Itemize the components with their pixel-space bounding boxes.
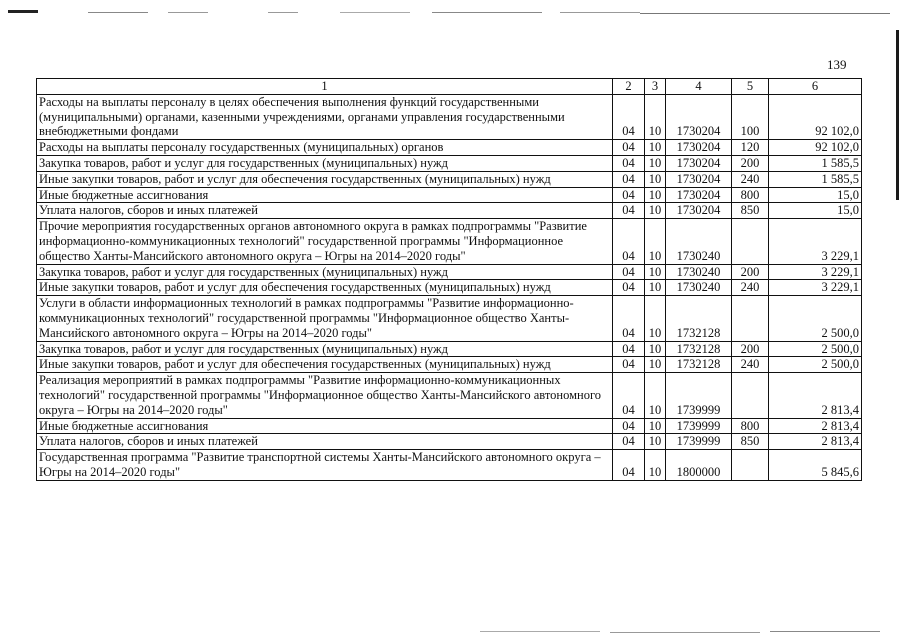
row-amount: 1 585,5 (769, 171, 862, 187)
row-subsection: 10 (645, 187, 666, 203)
row-target-code: 1730240 (666, 264, 732, 280)
row-target-code: 1800000 (666, 450, 732, 481)
row-name: Иные бюджетные ассигнования (37, 187, 613, 203)
row-expense-type: 800 (732, 187, 769, 203)
table-row (37, 203, 862, 219)
row-name: Государственная программа "Развитие транспортной системы Ханты-Мансийского автономного округа – Югры на 2014–2020 годы" (37, 450, 613, 481)
row-section: 04 (613, 418, 645, 434)
row-section: 04 (613, 155, 645, 171)
row-name: Прочие мероприятия государственных органов автономного округа в рамках подпрограммы "Развитие информационно-коммуникационных технологий" государственной программы "Информационное общество Ханты-Мансийского автономного округа – Югры на 2014–2020 годы" (37, 219, 613, 264)
row-expense-type: 850 (732, 203, 769, 219)
row-target-code: 1730204 (666, 155, 732, 171)
scan-noise-top (0, 4, 905, 18)
row-target-code: 1739999 (666, 373, 732, 418)
row-section: 04 (613, 280, 645, 296)
row-expense-type: 240 (732, 280, 769, 296)
row-subsection: 10 (645, 140, 666, 156)
row-expense-type: 850 (732, 434, 769, 450)
row-subsection: 10 (645, 434, 666, 450)
table-header-row (37, 79, 862, 95)
row-target-code: 1730204 (666, 94, 732, 139)
row-amount: 15,0 (769, 203, 862, 219)
row-target-code: 1732128 (666, 357, 732, 373)
row-subsection: 10 (645, 357, 666, 373)
table-row (37, 434, 862, 450)
row-amount: 2 500,0 (769, 296, 862, 341)
row-amount: 5 845,6 (769, 450, 862, 481)
row-subsection: 10 (645, 341, 666, 357)
header-col-4: 4 (666, 79, 732, 95)
scan-page-edge (896, 30, 899, 200)
row-subsection: 10 (645, 418, 666, 434)
table-row (37, 171, 862, 187)
row-target-code: 1730240 (666, 219, 732, 264)
table-row (37, 219, 862, 264)
header-col-3: 3 (645, 79, 666, 95)
table-row (37, 187, 862, 203)
row-section: 04 (613, 203, 645, 219)
row-amount: 2 813,4 (769, 373, 862, 418)
row-name: Иные закупки товаров, работ и услуг для обеспечения государственных (муниципальных) нужд (37, 171, 613, 187)
table-row (37, 341, 862, 357)
row-expense-type: 200 (732, 264, 769, 280)
row-subsection: 10 (645, 94, 666, 139)
row-target-code: 1730204 (666, 140, 732, 156)
table-row (37, 450, 862, 481)
row-target-code: 1730204 (666, 171, 732, 187)
row-subsection: 10 (645, 171, 666, 187)
row-name: Реализация мероприятий в рамках подпрограммы "Развитие информационно-коммуникационных технологий" государственной программы "Информационное общество Ханты-Мансийского автономного округа – Югры на 2014–2020 годы" (37, 373, 613, 418)
header-col-2: 2 (613, 79, 645, 95)
row-name: Расходы на выплаты персоналу в целях обеспечения выполнения функций государственными (муниципальными) органами, казенными учреждениями, органами управления государственными внебюджетными фондами (37, 94, 613, 139)
row-name: Иные закупки товаров, работ и услуг для обеспечения государственных (муниципальных) нужд (37, 357, 613, 373)
row-name: Закупка товаров, работ и услуг для государственных (муниципальных) нужд (37, 155, 613, 171)
table-row (37, 418, 862, 434)
row-subsection: 10 (645, 203, 666, 219)
row-name: Закупка товаров, работ и услуг для государственных (муниципальных) нужд (37, 264, 613, 280)
row-amount: 3 229,1 (769, 264, 862, 280)
row-amount: 2 500,0 (769, 357, 862, 373)
header-col-5: 5 (732, 79, 769, 95)
row-section: 04 (613, 357, 645, 373)
row-expense-type: 120 (732, 140, 769, 156)
row-target-code: 1730204 (666, 203, 732, 219)
header-col-6: 6 (769, 79, 862, 95)
row-section: 04 (613, 373, 645, 418)
row-expense-type (732, 373, 769, 418)
row-amount: 15,0 (769, 187, 862, 203)
row-target-code: 1732128 (666, 341, 732, 357)
table-row (37, 280, 862, 296)
row-target-code: 1739999 (666, 418, 732, 434)
table-row (37, 264, 862, 280)
row-section: 04 (613, 264, 645, 280)
row-amount: 92 102,0 (769, 94, 862, 139)
row-subsection: 10 (645, 450, 666, 481)
row-section: 04 (613, 140, 645, 156)
row-amount: 92 102,0 (769, 140, 862, 156)
row-expense-type (732, 219, 769, 264)
row-subsection: 10 (645, 296, 666, 341)
row-subsection: 10 (645, 264, 666, 280)
row-subsection: 10 (645, 373, 666, 418)
row-name: Иные бюджетные ассигнования (37, 418, 613, 434)
row-subsection: 10 (645, 280, 666, 296)
row-section: 04 (613, 341, 645, 357)
table-row (37, 296, 862, 341)
table-row (37, 94, 862, 139)
row-name: Закупка товаров, работ и услуг для государственных (муниципальных) нужд (37, 341, 613, 357)
row-amount: 1 585,5 (769, 155, 862, 171)
table-row (37, 140, 862, 156)
row-expense-type (732, 296, 769, 341)
row-amount: 2 500,0 (769, 341, 862, 357)
row-amount: 3 229,1 (769, 280, 862, 296)
row-expense-type: 100 (732, 94, 769, 139)
row-expense-type: 800 (732, 418, 769, 434)
budget-table (36, 78, 862, 481)
row-section: 04 (613, 450, 645, 481)
row-expense-type: 200 (732, 155, 769, 171)
row-expense-type: 200 (732, 341, 769, 357)
page-number: 139 (827, 57, 847, 72)
row-subsection: 10 (645, 155, 666, 171)
row-section: 04 (613, 94, 645, 139)
row-name: Расходы на выплаты персоналу государственных (муниципальных) органов (37, 140, 613, 156)
row-section: 04 (613, 296, 645, 341)
header-col-1: 1 (37, 79, 613, 95)
table-row (37, 373, 862, 418)
row-name: Уплата налогов, сборов и иных платежей (37, 203, 613, 219)
row-expense-type (732, 450, 769, 481)
row-name: Уплата налогов, сборов и иных платежей (37, 434, 613, 450)
row-target-code: 1730240 (666, 280, 732, 296)
row-subsection: 10 (645, 219, 666, 264)
row-section: 04 (613, 171, 645, 187)
row-amount: 2 813,4 (769, 434, 862, 450)
row-amount: 2 813,4 (769, 418, 862, 434)
row-target-code: 1730204 (666, 187, 732, 203)
row-name: Иные закупки товаров, работ и услуг для обеспечения государственных (муниципальных) нужд (37, 280, 613, 296)
scan-noise-bottom (470, 627, 890, 637)
row-expense-type: 240 (732, 171, 769, 187)
row-section: 04 (613, 219, 645, 264)
row-amount: 3 229,1 (769, 219, 862, 264)
row-section: 04 (613, 187, 645, 203)
row-name: Услуги в области информационных технологий в рамках подпрограммы "Развитие информационно-коммуникационных технологий" государственной программы "Информационное общество Ханты-Мансийского автономного округа – Югры на 2014–2020 годы" (37, 296, 613, 341)
table-row (37, 357, 862, 373)
row-target-code: 1739999 (666, 434, 732, 450)
row-expense-type: 240 (732, 357, 769, 373)
row-target-code: 1732128 (666, 296, 732, 341)
table-row (37, 155, 862, 171)
row-section: 04 (613, 434, 645, 450)
